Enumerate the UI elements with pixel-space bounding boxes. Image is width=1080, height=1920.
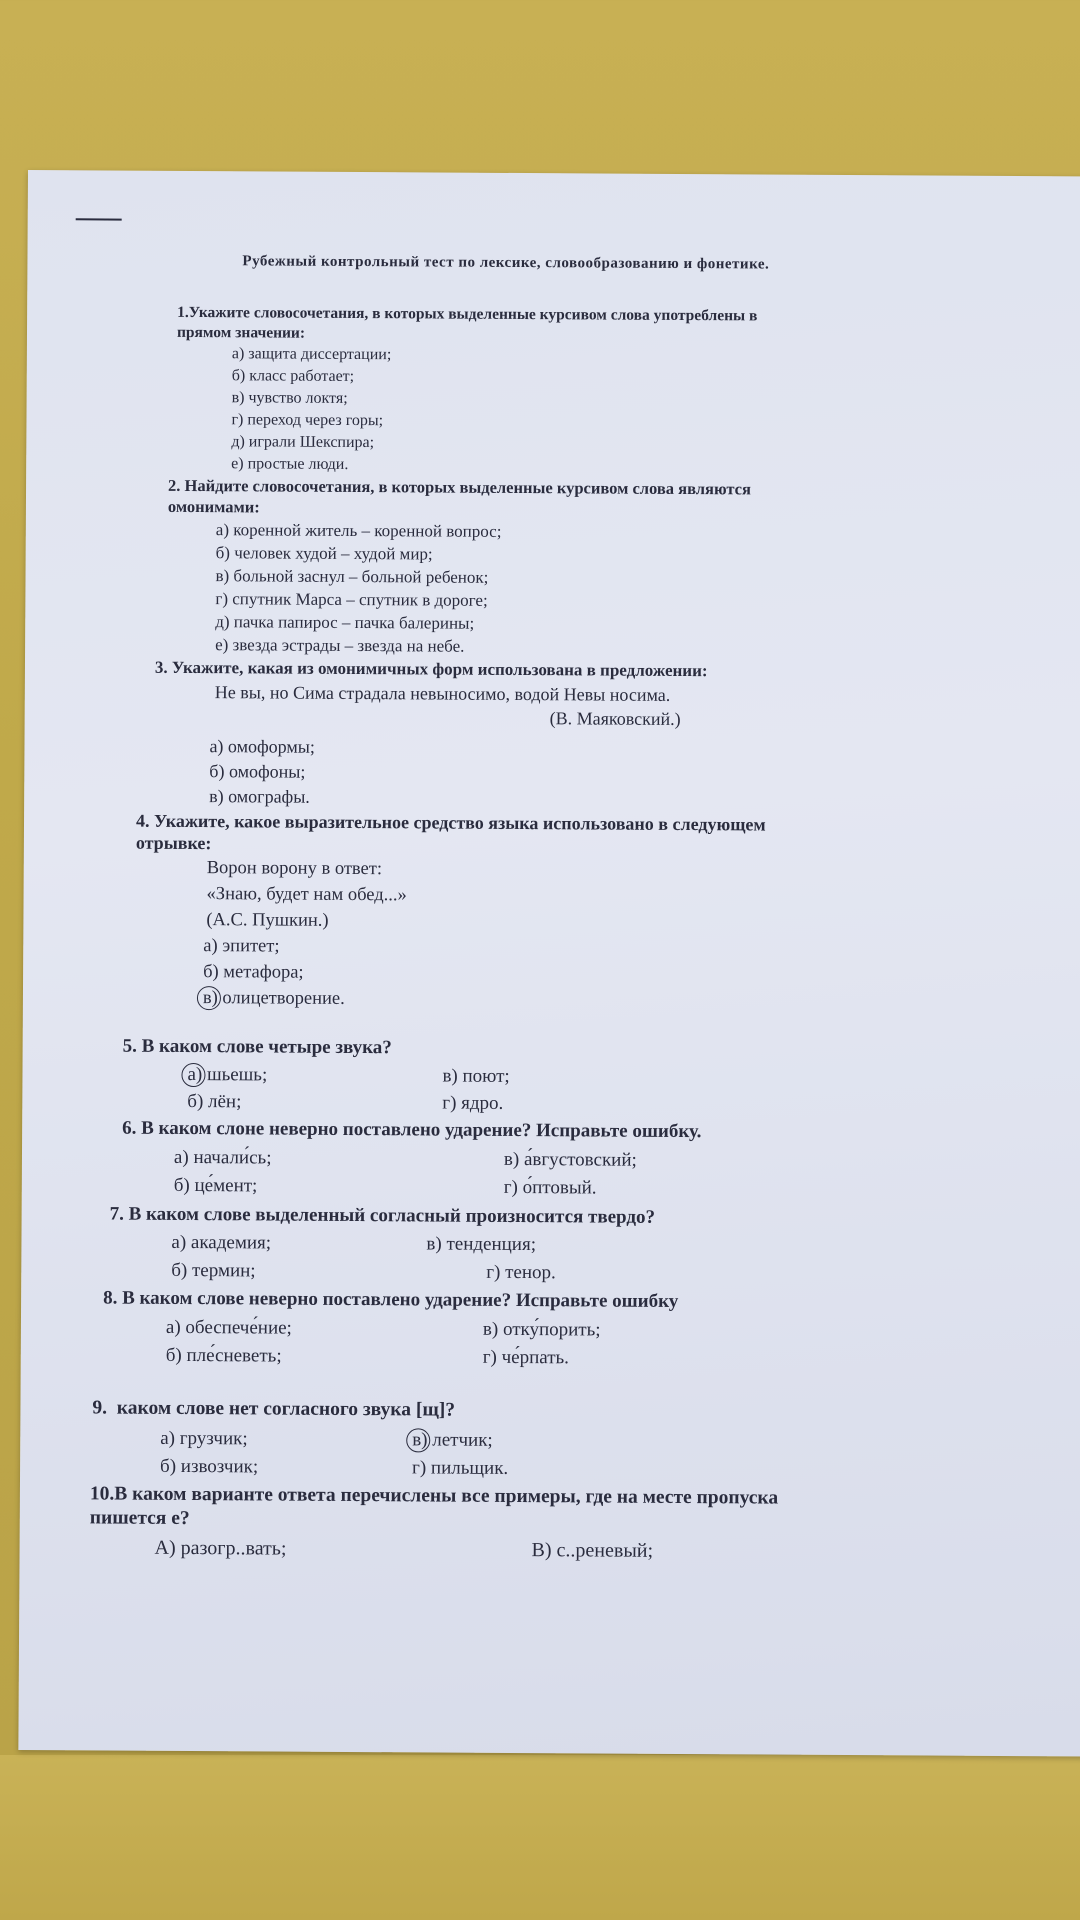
q5-option-b: б) лён; bbox=[187, 1090, 242, 1113]
q2-option-b: б) человек худой – худой мир; bbox=[215, 543, 433, 564]
page-title: Рубежный контрольный тест по лексике, словообразованию и фонетике. bbox=[242, 253, 770, 273]
pen-mark bbox=[76, 218, 122, 220]
question-5: 5. В каком слове четыре звука? bbox=[122, 1035, 392, 1059]
test-sheet bbox=[18, 170, 1080, 1757]
q2-option-f: е) звезда эстрады – звезда на небе. bbox=[215, 635, 465, 656]
q8-option-b: б) пле́сневеть; bbox=[165, 1344, 282, 1367]
q9-option-d: г) пильщик. bbox=[412, 1457, 509, 1479]
q4-quote-line2: «Знаю, будет нам обед...» bbox=[206, 884, 407, 906]
q4-quote-line1: Ворон ворону в ответ: bbox=[206, 858, 383, 880]
question-2-cont: омонимами: bbox=[167, 496, 260, 517]
q6-option-a: а) начали́сь; bbox=[173, 1146, 272, 1169]
question-10-cont: пишется е? bbox=[89, 1507, 190, 1530]
q9-option-b: б) извозчик; bbox=[160, 1455, 259, 1478]
q3-option-c: в) омографы. bbox=[209, 786, 310, 807]
q2-option-d: г) спутник Марса – спутник в дороге; bbox=[215, 589, 488, 610]
q7-option-b: б) термин; bbox=[171, 1259, 256, 1282]
q10-option-a: А) разогр..вать; bbox=[154, 1536, 287, 1560]
q6-option-c: в) а́вгустовский; bbox=[503, 1148, 637, 1171]
q6-option-d: г) о́птовый. bbox=[503, 1176, 597, 1199]
question-3: 3. Укажите, какая из омонимичных форм использована в предложении: bbox=[154, 657, 708, 681]
question-1: 1.Укажите словосочетания, в которых выделенные курсивом слова употреблены в bbox=[177, 303, 758, 325]
q4-option-c: в) олицетворение. bbox=[202, 988, 345, 1009]
q7-option-c: в) тенденция; bbox=[426, 1233, 537, 1256]
q3-option-b: б) омофоны; bbox=[209, 761, 306, 782]
q2-option-a: а) коренной житель – коренной вопрос; bbox=[215, 520, 502, 541]
q5-option-d: г) ядро. bbox=[442, 1092, 504, 1114]
q5-option-c: в) поют; bbox=[442, 1065, 510, 1087]
q1-option-d: г) переход через горы; bbox=[231, 411, 384, 430]
answer-circle-mark bbox=[197, 986, 221, 1010]
question-7: 7. В каком слове выделенный согласный произносится твердо? bbox=[109, 1203, 656, 1228]
q7-option-a: а) академия; bbox=[171, 1231, 272, 1254]
q4-option-b: б) метафора; bbox=[203, 962, 304, 983]
q1-option-b: б) класс работает; bbox=[231, 367, 355, 385]
q1-option-c: в) чувство локтя; bbox=[231, 389, 348, 407]
question-8: 8. В каком слове неверно поставлено ударение? Исправьте ошибку bbox=[103, 1287, 679, 1312]
question-4-cont: отрывке: bbox=[135, 832, 212, 854]
q8-option-c: в) отку́порить; bbox=[482, 1318, 601, 1341]
question-2: 2. Найдите словосочетания, в которых выделенные курсивом слова являются bbox=[168, 475, 752, 499]
q3-option-a: а) омоформы; bbox=[209, 736, 315, 757]
q1-option-f: е) простые люди. bbox=[231, 455, 349, 473]
question-4: 4. Укажите, какое выразительное средство языка использовано в следующем bbox=[135, 810, 766, 835]
q8-option-d: г) че́рпать. bbox=[482, 1346, 570, 1369]
q5-option-a: а) шьешь; bbox=[187, 1063, 268, 1086]
question-6: 6. В каком слоне неверно поставлено ударение? Исправьте ошибку. bbox=[122, 1117, 702, 1143]
q4-option-a: а) эпитет; bbox=[203, 936, 280, 957]
q9-option-c: в) летчик; bbox=[412, 1429, 493, 1451]
question-1-cont: прямом значении: bbox=[176, 323, 306, 342]
q7-option-d: г) тенор. bbox=[486, 1261, 556, 1284]
q6-option-b: б) це́мент; bbox=[173, 1174, 258, 1197]
table-surface bbox=[0, 1755, 1080, 1920]
q2-option-e: д) пачка папирос – пачка балерины; bbox=[215, 612, 475, 633]
q10-option-c: В) с..реневый; bbox=[531, 1539, 654, 1562]
q1-option-e: д) играли Шекспира; bbox=[231, 433, 375, 452]
q8-option-a: а) обеспече́ние; bbox=[165, 1316, 292, 1339]
answer-circle-mark bbox=[406, 1428, 430, 1452]
q4-author: (А.С. Пушкин.) bbox=[206, 910, 329, 931]
question-10: 10.В каком варианте ответа перечислены все примеры, где на месте пропуска bbox=[89, 1483, 779, 1509]
q3-quote: Не вы, но Сима страдала невыносимо, водой Невы носима. bbox=[214, 682, 671, 705]
q2-option-c: в) больной заснул – больной ребенок; bbox=[215, 566, 489, 587]
question-9: 9. каком слове нет согласного звука [щ]? bbox=[92, 1397, 456, 1421]
answer-circle-mark bbox=[181, 1063, 205, 1087]
q1-option-a: а) защита диссертации; bbox=[231, 345, 392, 364]
q3-author: (В. Маяковский.) bbox=[549, 708, 681, 729]
q9-option-a: а) грузчик; bbox=[160, 1427, 248, 1450]
